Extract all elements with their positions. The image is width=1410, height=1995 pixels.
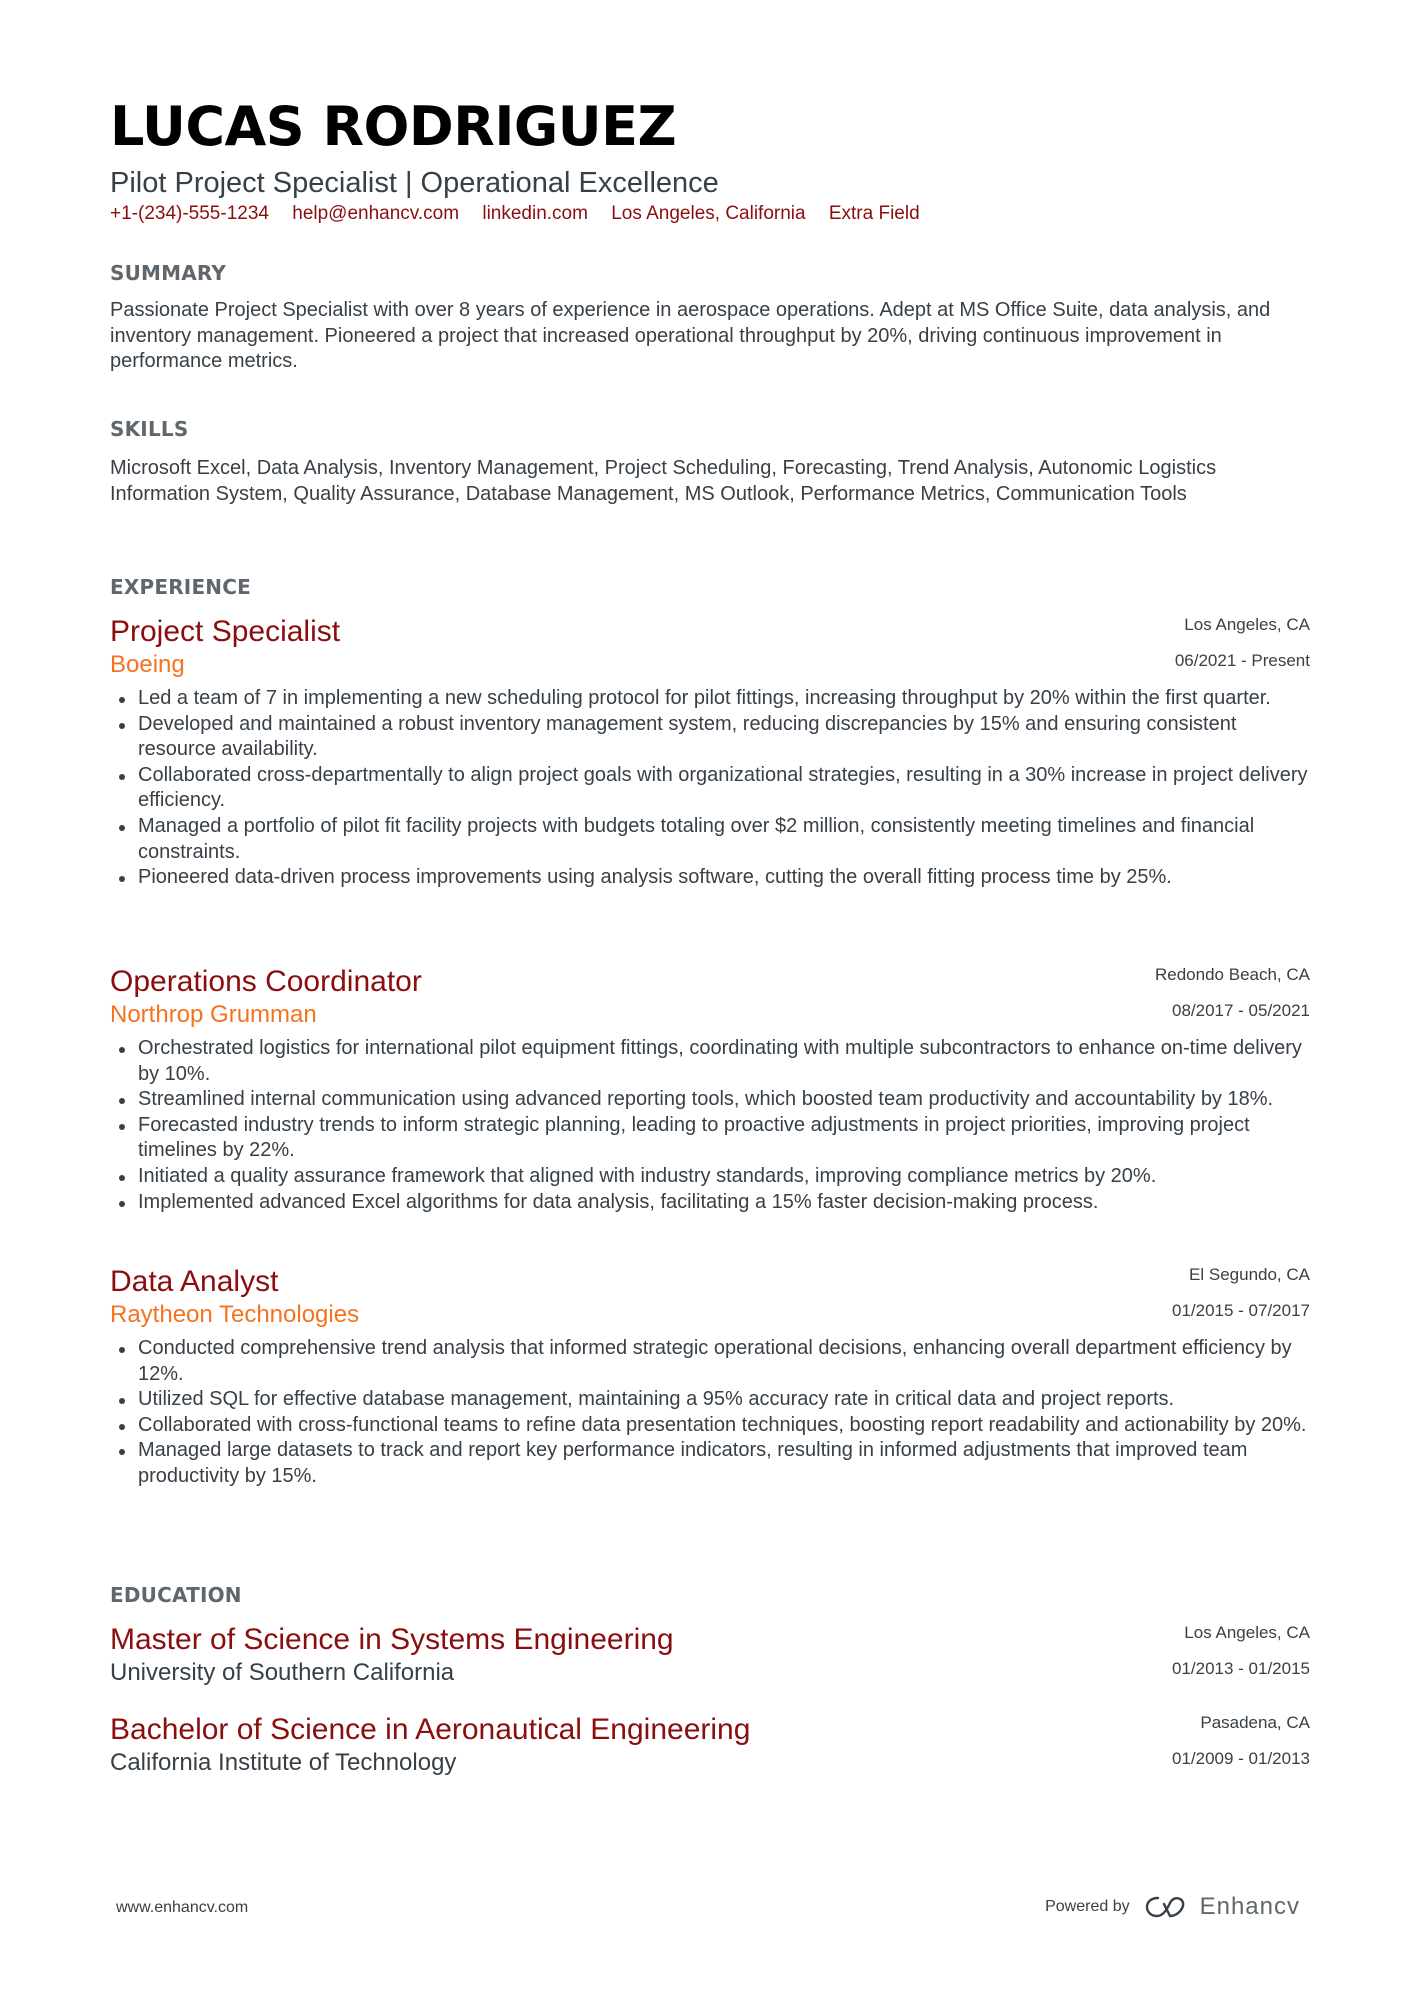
job-bullets <box>110 1336 1310 1490</box>
job-title: Project Specialist <box>110 615 341 648</box>
school-name: California Institute of Technology <box>110 1749 457 1776</box>
contact-phone[interactable]: +1-(234)-555-1234 <box>110 203 269 224</box>
job-dates: 06/2021 - Present <box>1174 651 1310 670</box>
job-title: Operations Coordinator <box>110 965 422 998</box>
enhancv-wordmark: Enhancv <box>1199 1893 1300 1920</box>
contact-location: Los Angeles, California <box>611 203 806 224</box>
job-location: Los Angeles, CA <box>1184 615 1310 634</box>
school-name: University of Southern California <box>110 1659 455 1686</box>
candidate-name: LUCAS RODRIGUEZ <box>110 95 677 158</box>
job-bullets <box>110 686 1310 891</box>
degree-title: Master of Science in Systems Engineering <box>110 1623 674 1656</box>
section-heading-summary: SUMMARY <box>110 261 227 285</box>
job-company: Boeing <box>110 651 185 678</box>
bullet-item: Streamlined internal communication using advanced reporting tools, which boosted team productivity and accountability by 18%. <box>110 1087 1310 1113</box>
bullet-item: Collaborated with cross-functional teams to refine data presentation techniques, boosting report readability and actionability by 20%. <box>110 1413 1310 1439</box>
job-dates: 01/2015 - 07/2017 <box>1171 1301 1310 1320</box>
powered-by-label: Powered by <box>1045 1898 1130 1915</box>
bullet-item: Utilized SQL for effective database management, maintaining a 95% accuracy rate in critical data and project reports. <box>110 1387 1310 1413</box>
job-bullets <box>110 1036 1310 1215</box>
contact-email[interactable]: help@enhancv.com <box>292 203 460 224</box>
section-heading-skills: SKILLS <box>110 417 189 441</box>
degree-title: Bachelor of Science in Aeronautical Engineering <box>110 1713 751 1746</box>
job-dates: 08/2017 - 05/2021 <box>1171 1001 1310 1020</box>
edu-location: Pasadena, CA <box>1200 1713 1310 1732</box>
summary-text: Passionate Project Specialist with over 8 years of experience in aerospace operations. Adept at MS Office Suite, data analysis, and inventory management. Pioneered a project that increased operational throughput by 20%, driving continuous improvement in performance metrics. <box>110 299 1271 373</box>
footer-branding <box>1045 1893 1300 1921</box>
bullet-item: Initiated a quality assurance framework that aligned with industry standards, improving compliance metrics by 20%. <box>110 1164 1310 1190</box>
candidate-title: Pilot Project Specialist | Operational Excellence <box>110 167 719 199</box>
section-heading-education: EDUCATION <box>110 1583 242 1607</box>
edu-dates: 01/2013 - 01/2015 <box>1171 1659 1310 1678</box>
contact-linkedin[interactable]: linkedin.com <box>482 203 588 224</box>
enhancv-logo-icon <box>1144 1894 1190 1920</box>
bullet-item: Implemented advanced Excel algorithms for data analysis, facilitating a 15% faster decision-making process. <box>110 1190 1310 1216</box>
contact-line <box>110 202 938 226</box>
bullet-item: Led a team of 7 in implementing a new scheduling protocol for pilot fittings, increasing throughput by 20% within the first quarter. <box>110 686 1310 712</box>
enhancv-logo[interactable] <box>1144 1893 1300 1921</box>
footer-website[interactable]: www.enhancv.com <box>116 1899 249 1916</box>
edu-dates: 01/2009 - 01/2013 <box>1171 1749 1310 1768</box>
job-location: El Segundo, CA <box>1189 1265 1310 1284</box>
bullet-item: Developed and maintained a robust inventory management system, reducing discrepancies by 15% and ensuring consistent resource availability. <box>110 712 1310 763</box>
bullet-item: Managed large datasets to track and report key performance indicators, resulting in informed adjustments that improved team productivity by 15%. <box>110 1438 1310 1489</box>
section-heading-experience: EXPERIENCE <box>110 575 251 599</box>
skills-text: Microsoft Excel, Data Analysis, Inventory Management, Project Scheduling, Forecasting, Trend Analysis, Autonomic Logistics Information System, Quality Assurance, Database Management, MS Outlook, Performance Metrics, Communication Tools <box>110 457 1217 505</box>
bullet-item: Conducted comprehensive trend analysis that informed strategic operational decisions, enhancing overall department efficiency by 12%. <box>110 1336 1310 1387</box>
bullet-item: Managed a portfolio of pilot fit facility projects with budgets totaling over $2 million, consistently meeting timelines and financial constraints. <box>110 814 1310 865</box>
job-title: Data Analyst <box>110 1265 279 1298</box>
bullet-item: Forecasted industry trends to inform strategic planning, leading to proactive adjustments in project priorities, improving project timelines by 22%. <box>110 1113 1310 1164</box>
edu-location: Los Angeles, CA <box>1184 1623 1310 1642</box>
job-company: Raytheon Technologies <box>110 1301 360 1328</box>
bullet-item: Collaborated cross-departmentally to align project goals with organizational strategies, resulting in a 30% increase in project delivery efficiency. <box>110 763 1310 814</box>
job-location: Redondo Beach, CA <box>1155 965 1310 984</box>
job-company: Northrop Grumman <box>110 1001 317 1028</box>
contact-extra: Extra Field <box>828 203 920 224</box>
bullet-item: Pioneered data-driven process improvements using analysis software, cutting the overall fitting process time by 25%. <box>110 865 1310 891</box>
bullet-item: Orchestrated logistics for international pilot equipment fittings, coordinating with multiple subcontractors to enhance on-time delivery by 10%. <box>110 1036 1310 1087</box>
